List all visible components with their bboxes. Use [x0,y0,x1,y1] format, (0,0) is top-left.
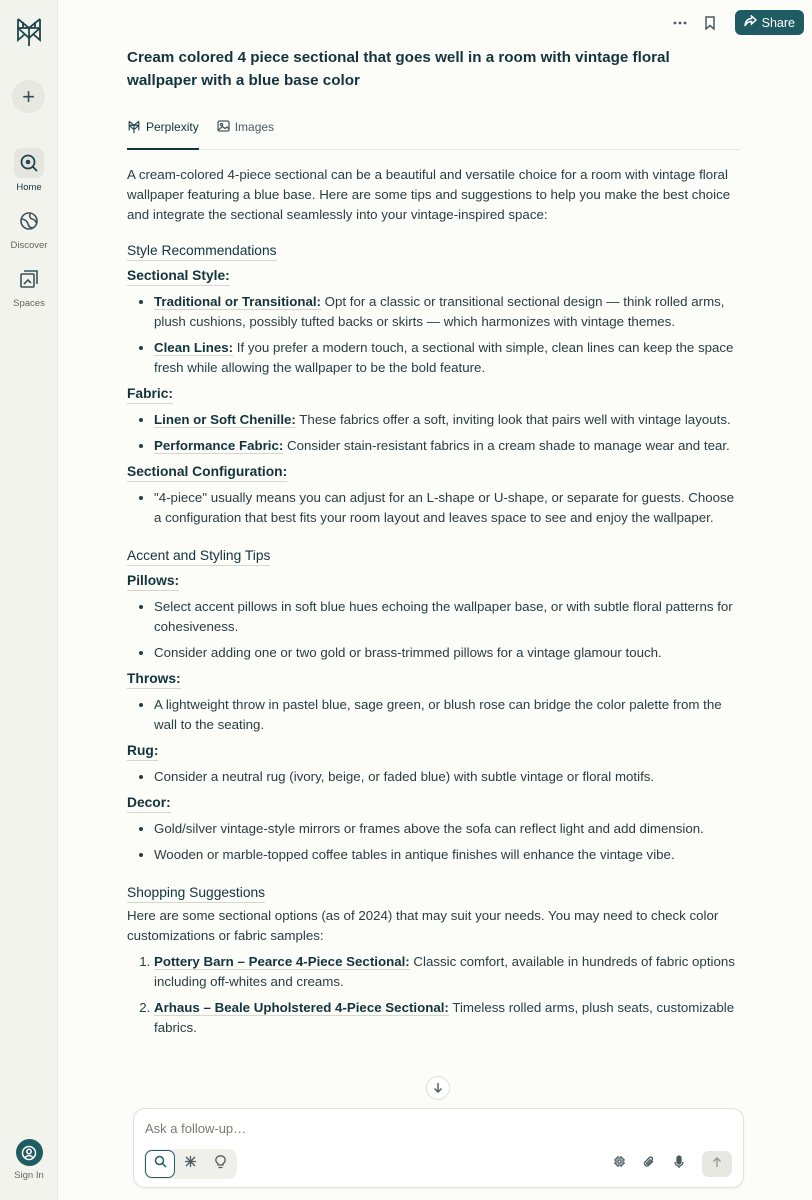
item-lead: Arhaus – Beale Upholstered 4-Piece Sectional: [154,1000,449,1015]
item-text: These fabrics offer a soft, inviting look that pairs well with vintage layouts. [295,412,731,427]
answer-body [127,165,740,1044]
fabric-list [127,410,740,456]
attach-button[interactable] [638,1151,660,1177]
share-label: Share [761,15,795,30]
search-mode-group [144,1149,237,1179]
shopping-intro: Here are some sectional options (as of 2024) that may suit your needs. You may need to check color customizations or fabric samples: [127,908,719,943]
item-lead: Performance Fabric: [154,438,284,453]
list-item [154,338,740,378]
sidebar [0,0,58,1200]
item-text: Timeless rolled arms, plush seats, customizable fabrics. [154,1000,735,1035]
image-icon [217,120,230,135]
sign-in-label: Sign In [14,1170,44,1181]
item-lead: Traditional or Transitional: [154,294,321,309]
model-select-button[interactable] [608,1151,630,1177]
share-button[interactable] [735,10,804,35]
item-text: Consider stain-resistant fabrics in a cream shade to manage wear and tear. [283,438,730,453]
list-item [154,952,740,992]
arrow-up-icon [712,1155,722,1173]
chip-icon [613,1155,626,1173]
list-item: • Select accent pillows in soft blue hues echoing the wallpaper base, or with subtle floral patterns for cohesiveness. [154,597,740,637]
spaces-icon [14,264,44,294]
scroll-down-button[interactable] [426,1076,450,1100]
perplexity-tab-icon [127,120,141,137]
list-item [154,410,740,430]
bookmark-icon[interactable] [699,12,721,34]
sidebar-item-home[interactable] [0,148,58,193]
page-title: Cream colored 4 piece sectional that goes well in a room with vintage floral wallpaper with a blue base color [127,49,670,89]
new-thread-button[interactable]: + [12,80,45,113]
rug-list [127,767,740,787]
item-text: If you prefer a modern touch, a sectional with simple, clean lines can keep the space fresh while allowing the wallpaper to be the bold feature. [154,340,734,375]
item-text: Opt for a classic or transitional sectional design — think rolled arms, plush cushions, possibly tufted backs or skirts — which harmonizes with vintage themes. [154,294,725,329]
subsection-heading: Decor: [127,794,171,813]
pillows-list [127,597,740,663]
shopping-list [127,952,740,1038]
subsection-heading: Rug: [127,742,158,761]
follow-up-input[interactable] [145,1121,645,1136]
item-text: Classic comfort, available in hundreds of fabric options including off-whites and creams. [154,954,735,989]
tab-images[interactable] [217,117,274,150]
decor-list [127,819,740,865]
list-item [154,292,740,332]
section-heading: Style Recommendations [127,242,277,261]
sectional-style-list [127,292,740,378]
list-item: • Wooden or marble-topped coffee tables in antique finishes will enhance the vintage vibe. [154,845,740,865]
subsection-heading: Pillows: [127,572,179,591]
share-icon [744,15,757,30]
globe-icon [14,206,44,236]
list-item: • Consider a neutral rug (ivory, beige, or faded blue) with subtle vintage or floral motifs. [154,767,740,787]
dictation-button[interactable] [668,1151,690,1177]
input-tools [608,1151,732,1177]
research-icon [184,1155,197,1173]
item-lead: Linen or Soft Chenille: [154,412,296,427]
paperclip-icon [643,1155,655,1173]
arrow-down-icon [433,1081,443,1096]
answer-intro: A cream-colored 4-piece sectional can be a beautiful and versatile choice for a room with vintage floral wallpaper featuring a blue base. Here are some tips and suggestions to help you make the best choice and integrate the sectional seamlessly into your vintage-inspired space: [127,167,731,222]
more-options-icon[interactable] [669,12,691,34]
item-lead: Clean Lines: [154,340,234,355]
tab-label: Perplexity [146,120,199,134]
sidebar-item-label: Spaces [13,298,45,309]
tab-perplexity[interactable] [127,117,199,150]
list-item [154,998,740,1038]
research-mode-button[interactable] [175,1150,205,1178]
answer-tabs [127,117,740,150]
home-search-icon [14,148,44,178]
subsection-heading: Sectional Style: [127,267,230,286]
submit-button[interactable] [702,1151,732,1177]
microphone-icon [674,1155,684,1174]
perplexity-logo-icon[interactable] [13,16,45,48]
user-icon [16,1139,43,1166]
sign-in-button[interactable] [0,1139,58,1181]
search-mode-button[interactable] [145,1150,175,1178]
section-heading: Shopping Suggestions [127,884,265,903]
list-item: • A lightweight throw in pastel blue, sage green, or blush rose can bridge the color palette from the wall to the seating. [154,695,740,735]
sidebar-item-label: Discover [10,240,48,251]
configuration-list [127,488,740,528]
item-lead: Pottery Barn – Pearce 4-Piece Sectional: [154,954,410,969]
subsection-heading: Sectional Configuration: [127,463,287,482]
lightbulb-icon [215,1155,226,1174]
follow-up-box [133,1108,744,1188]
section-heading: Accent and Styling Tips [127,547,270,566]
list-item: • Gold/silver vintage-style mirrors or frames above the sofa can reflect light and add dimension. [154,819,740,839]
list-item [154,436,740,456]
throws-list [127,695,740,735]
sidebar-item-discover[interactable] [0,206,58,251]
subsection-heading: Throws: [127,670,181,689]
tab-label: Images [234,120,275,134]
labs-mode-button[interactable] [205,1150,235,1178]
top-actions [669,10,804,35]
search-icon [154,1155,167,1173]
list-item: • "4-piece" usually means you can adjust for an L-shape or U-shape, or separate for guests. Choose a configuration that best fits your room layout and leaves space to see and enjoy the wallpaper. [154,488,740,528]
sidebar-item-label: Home [16,182,42,193]
subsection-heading: Fabric: [127,385,173,404]
sidebar-item-spaces[interactable] [0,264,58,309]
list-item: • Consider adding one or two gold or brass-trimmed pillows for a vintage glamour touch. [154,643,740,663]
